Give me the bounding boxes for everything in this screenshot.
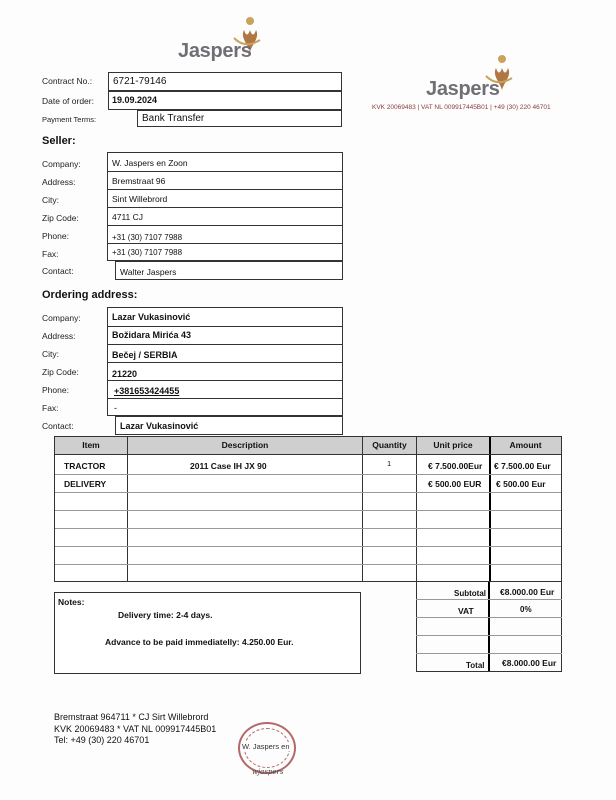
company-stamp	[238, 722, 296, 774]
ordering-zip-value: 21220	[112, 369, 138, 379]
ordering-phone-label: Phone:	[42, 385, 69, 395]
ordering-fax-value: -	[114, 403, 117, 413]
registration-line: KVK 20069483 | VAT NL 009917445B01 | +49 (30) 220 46701	[372, 104, 551, 111]
seller-contact-box	[115, 261, 343, 280]
footer-line-3: Tel: +49 (30) 220 46701	[54, 735, 150, 745]
ordering-address-value: Božidara Mirića 43	[112, 330, 192, 340]
ordering-city-label: City:	[42, 349, 59, 359]
seller-city-label: City:	[42, 195, 59, 205]
row2-amount: € 500.00 Eur	[496, 479, 546, 489]
footer-line-1: Bremstraat 964711 * CJ Sirt Willebrord	[54, 712, 209, 722]
payment-terms-label: Payment Terms:	[42, 115, 97, 124]
ordering-company-label: Company:	[42, 313, 81, 323]
payment-terms-value: Bank Transfer	[142, 113, 205, 124]
ordering-heading: Ordering address:	[42, 289, 138, 301]
row1-item: TRACTOR	[64, 461, 106, 471]
row1-unit-price: € 7.500.00Eur	[428, 461, 483, 471]
ordering-box	[107, 307, 343, 416]
contract-no-value: 6721-79146	[113, 76, 167, 87]
ordering-company-value: Lazar Vukasinović	[112, 312, 191, 322]
seller-address-value: Bremstraat 96	[112, 176, 166, 186]
seller-city-value: Sint Willebrord	[112, 194, 168, 204]
col-header-unit-price: Unit price	[417, 437, 490, 454]
notes-advance: Advance to be paid immediatelly: 4.250.00 Eur.	[105, 637, 294, 647]
seller-contact-label: Contact:	[42, 266, 74, 276]
seller-fax-label: Fax:	[42, 249, 59, 259]
seller-phone-label: Phone:	[42, 231, 69, 241]
ordering-zip-label: Zip Code:	[42, 367, 79, 377]
seller-zip-value: 4711 CJ	[112, 212, 144, 222]
total-value: €8.000.00 Eur	[502, 658, 557, 668]
items-table	[54, 436, 562, 582]
seller-contact-value: Walter Jaspers	[120, 267, 177, 277]
signature: wjaspers	[252, 768, 284, 776]
vat-label: VAT	[458, 606, 474, 616]
seller-company-value: W. Jaspers en Zoon	[112, 158, 188, 168]
ordering-contact-box	[115, 416, 343, 435]
seller-fax-value: +31 (30) 7107 7988	[112, 248, 183, 257]
subtotal-value: €8.000.00 Eur	[500, 587, 555, 597]
ordering-fax-label: Fax:	[42, 403, 59, 413]
contract-no-box	[108, 72, 342, 91]
company-logo-right	[426, 60, 536, 105]
seller-box	[107, 152, 343, 261]
row2-item: DELIVERY	[64, 479, 107, 489]
seller-company-label: Company:	[42, 159, 81, 169]
row1-amount: € 7.500.00 Eur	[494, 461, 551, 471]
vat-value: 0%	[520, 605, 532, 614]
col-header-amount: Amount	[490, 437, 561, 454]
seller-phone-value: +31 (30) 7107 7988	[112, 233, 183, 242]
subtotal-label: Subtotal	[454, 589, 486, 598]
ordering-contact-value: Lazar Vukasinović	[120, 421, 199, 431]
company-logo-top	[178, 18, 278, 68]
stamp-text: W. Jaspers en	[242, 742, 290, 751]
date-value: 19.09.2024	[112, 95, 158, 105]
total-label: Total	[466, 661, 485, 670]
brand-name-right: Jaspers	[426, 78, 500, 100]
date-label: Date of order:	[42, 96, 94, 106]
footer-line-2: KVK 20069483 * VAT NL 009917445B01	[54, 723, 217, 734]
ordering-contact-label: Contact:	[42, 421, 74, 431]
seller-zip-label: Zip Code:	[42, 213, 79, 223]
col-header-description: Description	[128, 437, 363, 454]
ordering-phone-value[interactable]: +381653424455	[114, 386, 180, 396]
row1-quantity: 1	[387, 459, 392, 468]
notes-label: Notes:	[58, 597, 85, 607]
ordering-city-value: Bečej / SERBIA	[112, 350, 178, 360]
col-header-quantity: Quantity	[363, 437, 417, 454]
contract-no-label: Contract No.:	[42, 76, 93, 86]
brand-name: Jaspers	[178, 40, 252, 62]
ordering-address-label: Address:	[42, 331, 76, 341]
col-header-item: Item	[55, 437, 128, 454]
seller-address-label: Address:	[42, 177, 76, 187]
notes-delivery: Delivery time: 2-4 days.	[118, 610, 213, 620]
totals-block	[416, 582, 562, 672]
payment-terms-box	[137, 110, 342, 127]
row2-unit-price: € 500.00 EUR	[428, 479, 482, 489]
row1-description: 2011 Case IH JX 90	[190, 461, 267, 471]
seller-heading: Seller:	[42, 135, 76, 147]
footer-address	[54, 712, 216, 747]
date-box	[108, 91, 342, 110]
notes-box	[54, 592, 361, 674]
